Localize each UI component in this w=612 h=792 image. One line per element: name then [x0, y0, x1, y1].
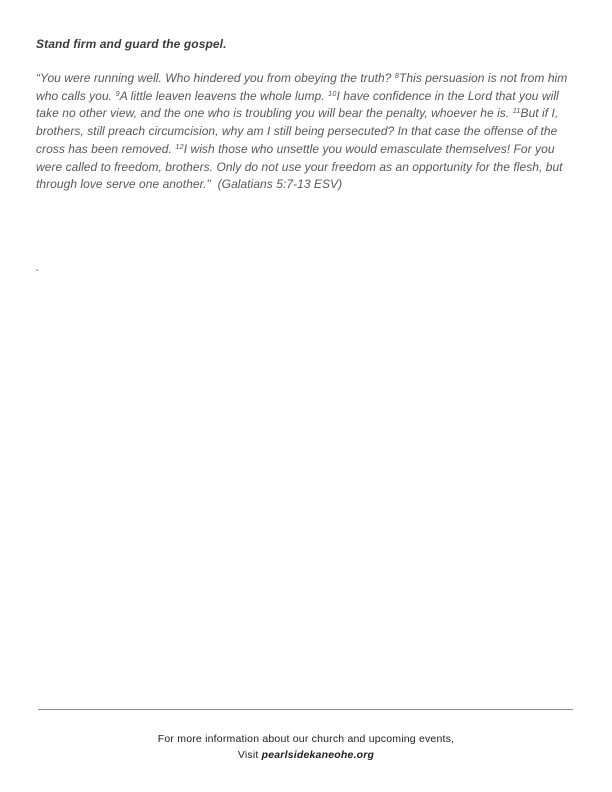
footer-visit-line	[0, 748, 612, 764]
website-link[interactable]: pearlsidekaneohe.org	[261, 748, 375, 761]
page-footer	[0, 732, 612, 763]
section-heading: Stand firm and guard the gospel.	[36, 37, 227, 51]
footer-info-line: For more information about our church and upcoming events,	[157, 733, 455, 745]
footer-divider	[38, 709, 573, 710]
footer-visit-label: Visit	[237, 748, 262, 761]
scripture-quote: “You were running well. Who hindered you from obeying the truth? $^8$This persuasion is not from him who calls you. $^9$A little leaven leavens the whole lump. $^{10}$I have confidence in the Lord that you will take no other view, and the one who is troubling you will bear the penalty, whoever he is. $^{11}$But if I, brothers, still preach circumcision, why am I still being persecuted? In that case the offense of the cross has been removed. $^{12}$I wish those who unsettle you would emasculate themselves! For you were called to freedom, brothers. Only do not use your freedom as an opportunity for the flesh, but through love serve one another." (Galatians 5:7-13 ESV)	[36, 71, 571, 192]
stray-period: .	[36, 260, 40, 274]
